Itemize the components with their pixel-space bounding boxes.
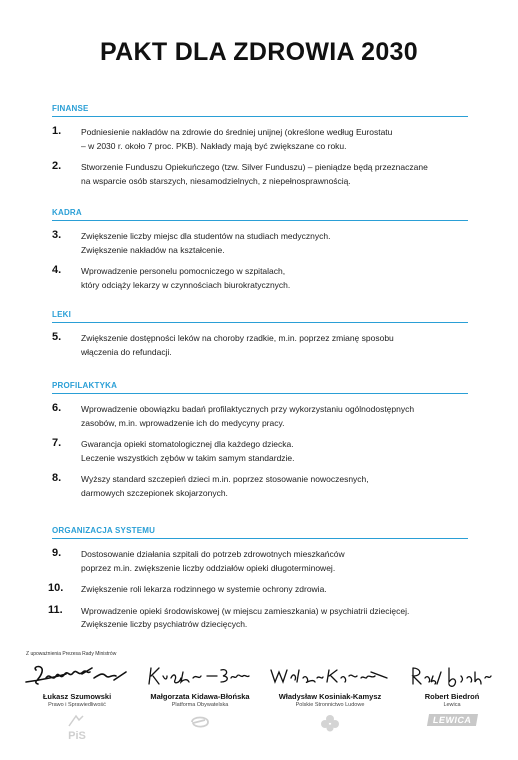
item-line: Podniesienie nakładów na zdrowie do średniej unijnej (określone według Eurostatu [81,127,393,137]
list-item [52,265,468,292]
item-line: Zwiększenie nakładów na kształcenie. [81,244,225,255]
signatory-biedron [402,660,502,728]
item-text [81,605,468,632]
lewica-logo: LEWICA [427,714,478,726]
signatory-party: Platforma Obywatelska [171,702,229,708]
item-number: 5. [52,331,62,343]
item-text [81,332,468,359]
item-line: Wprowadzenie obowiązku badań profilaktycznych przy wykorzystaniu ogólnodostępnych [81,404,415,414]
page-title: PAKT DLA ZDROWIA 2030 [100,38,418,66]
section-heading: KADRA [52,208,468,221]
item-number: 7. [52,437,62,449]
signatory-party: Polskie Stronnictwo Ludowe [295,702,365,708]
item-number: 10. [48,582,64,594]
signature-image [145,660,255,690]
item-number: 9. [52,547,62,559]
signatory-kidawa-blonska [136,660,264,730]
item-line: Zwiększenie roli lekarza rodzinnego w systemie ochrony zdrowia. [81,584,327,594]
item-line: Stworzenie Funduszu Opiekuńczego (tzw. Silver Funduszu) – pieniądze będą przeznaczane [81,162,428,172]
item-line: Dostosowanie działania szpitali do potrzeb zdrowotnych mieszkańców [81,549,345,559]
signatory-name: Łukasz Szumowski [42,692,112,701]
signatory-kosiniak-kamysz [264,660,396,732]
item-number: 1. [52,125,62,137]
section-heading: PROFILAKTYKA [52,381,468,394]
item-text [81,583,468,597]
list-item [52,473,468,500]
signatory-szumowski [18,660,136,742]
item-line: Zwiększenie dostępności leków na choroby rzadkie, m.in. poprzez zmianę sposobu [81,333,394,343]
item-line: włączenia do refundacji. [81,346,172,357]
list-item [52,332,468,359]
item-line: na wsparcie osób starszych, niesamodzielnych, z niepełnosprawnością. [81,175,351,186]
section-finanse [52,104,468,188]
signature-image [267,660,393,690]
item-number: 6. [52,402,62,414]
item-number: 2. [52,160,62,172]
list-item [48,603,468,632]
item-line: zasobów, m.in. wprowadzenie ich do medycyny pracy. [81,417,285,428]
section-heading: ORGANIZACJA SYSTEMU [52,526,468,539]
item-line: Gwarancja opieki stomatologicznej dla każdego dziecka. [81,439,294,449]
list-item [52,438,468,465]
list-item [52,403,468,430]
authorization-note: Z upoważnienia Prezesa Rady Ministrów [26,651,117,657]
item-line: Zwiększenie liczby psychiatrów dziecięcych. [81,619,248,629]
item-line: – w 2030 r. około 7 proc. PKB). Nakłady mają być zwiększane co roku. [81,140,347,151]
list-item [52,548,468,575]
item-text [81,403,468,430]
po-logo-icon [189,714,211,730]
pis-logo-text: PiS [68,730,86,742]
item-text [81,548,468,575]
signatory-party: Lewica [443,702,461,708]
list-item [48,582,468,597]
item-line: Wprowadzenie opieki środowiskowej (w miejscu zamieszkania) w psychiatrii dziecięcej. [81,605,410,616]
item-text [81,473,468,500]
signatures-block [18,660,508,750]
signatory-name: Małgorzata Kidawa-Błońska [150,692,250,701]
section-kadra [52,208,468,292]
item-text [81,161,468,188]
item-number: 11. [48,603,63,616]
item-number: 8. [52,472,62,484]
item-line: Wprowadzenie personelu pomocniczego w szpitalach, [81,266,286,276]
item-text [81,265,468,292]
signature-image [22,660,132,690]
section-organizacja-systemu [48,526,468,632]
signature-image [407,660,497,690]
section-profilaktyka [52,381,468,500]
item-number: 3. [52,229,62,241]
pis-logo-icon [67,714,87,728]
item-line: Wyższy standard szczepień dzieci m.in. poprzez stosowanie nowoczesnych, [81,474,369,484]
item-number: 4. [52,264,62,276]
item-line: Leczenie wszystkich zębów w takim samym standardzie. [81,452,295,463]
item-line: Zwiększenie liczby miejsc dla studentów na studiach medycznych. [81,231,331,241]
signatory-name: Robert Biedroń [424,692,480,701]
clover-logo-icon [320,714,340,732]
item-text [81,126,468,153]
item-line: który odciąży lekarzy w czynnościach biurokratycznych. [81,279,291,290]
item-text [81,438,468,465]
item-text [81,230,468,257]
section-leki [52,310,468,359]
list-item [52,126,468,153]
signatory-party: Prawo i Sprawiedliwość [48,702,106,708]
list-item [52,161,468,188]
list-item [52,230,468,257]
section-heading: FINANSE [52,104,468,117]
signatory-name: Władysław Kosiniak-Kamysz [278,692,382,701]
item-line: poprzez m.in. zwiększenie liczby oddziałów opieki długoterminowej. [81,562,336,573]
item-line: darmowych szczepionek skojarzonych. [81,487,228,498]
section-heading: LEKI [52,310,468,323]
